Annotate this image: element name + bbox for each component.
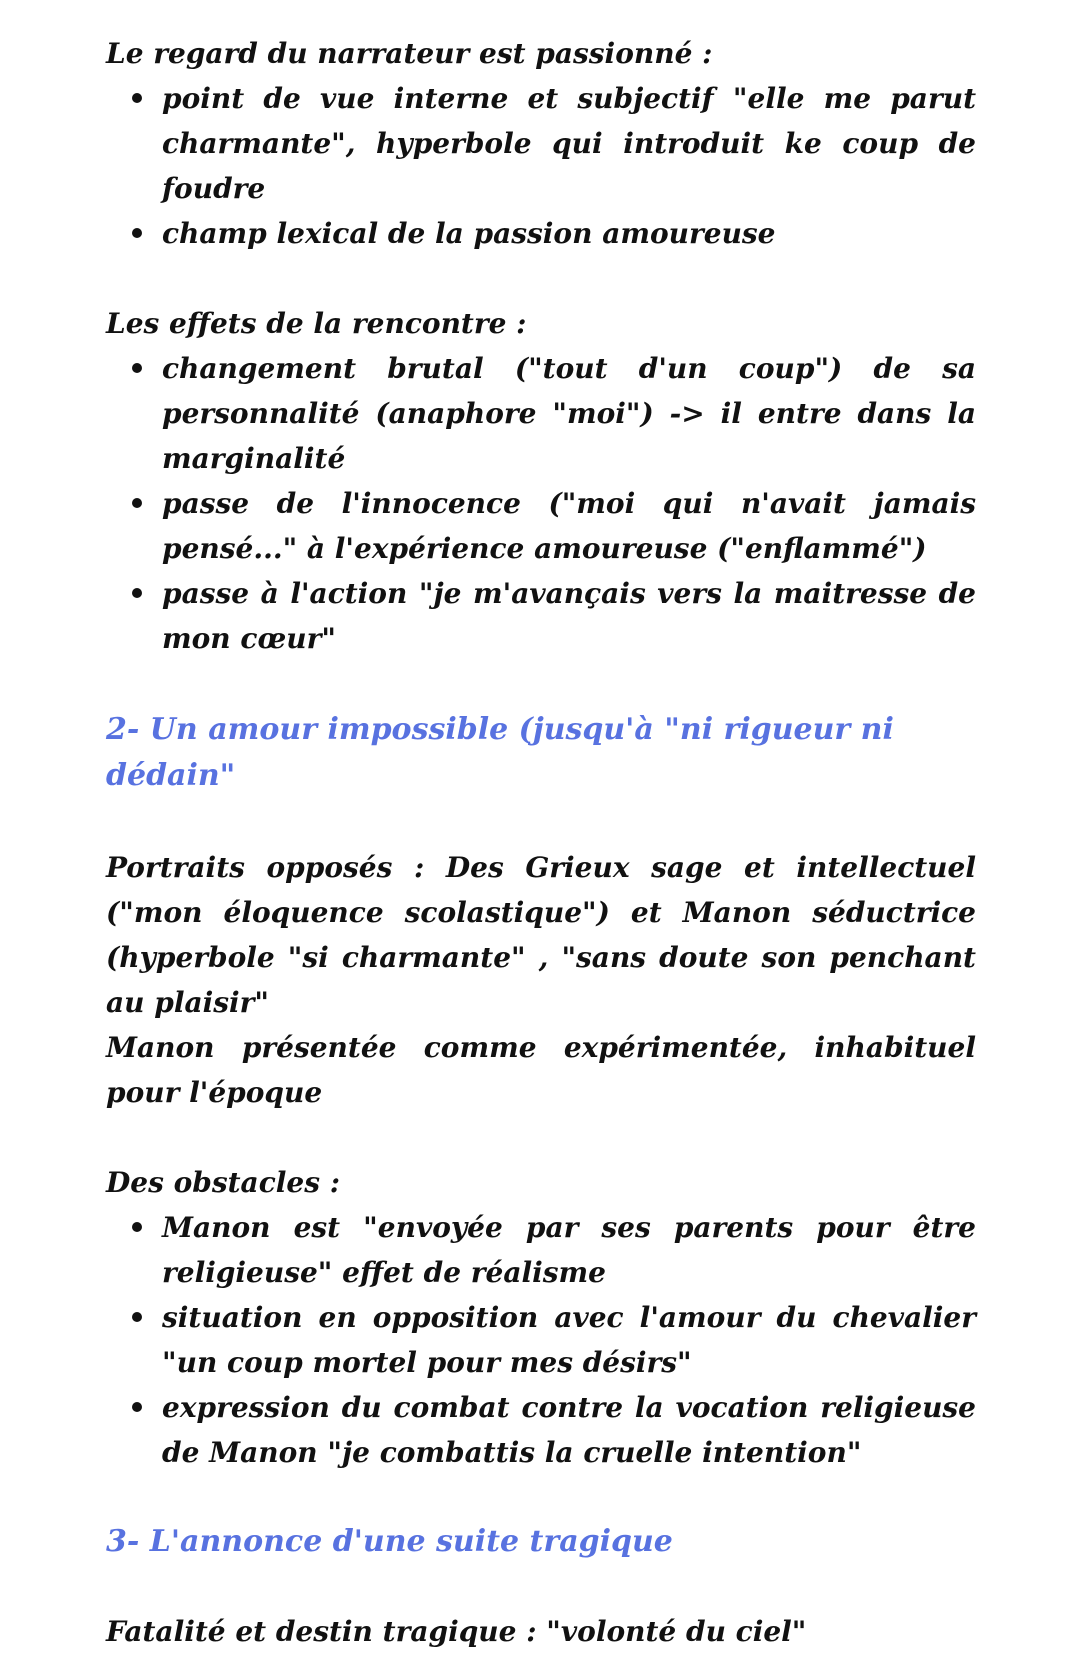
bullet-icon: [132, 498, 142, 508]
bullet-text: situation en opposition avec l'amour du chevalier "un coup mortel pour mes désirs": [162, 1301, 976, 1379]
paragraph-portraits: Portraits opposés : Des Grieux sage et intellectuel ("mon éloquence scolastique") et Manon séductrice (hyperbole "si charmante" , "sans doute son penchant au plaisir": [106, 851, 976, 1019]
paragraph-fatalite: Fatalité et destin tragique : "volonté du ciel": [106, 1615, 807, 1648]
list-item: [162, 1295, 976, 1385]
list-item: [162, 1385, 976, 1475]
list-item: [162, 211, 976, 256]
section-heading-effets: Les effets de la rencontre :: [106, 307, 527, 340]
part-title-suite-tragique: 3- L'annonce d'une suite tragique: [106, 1524, 673, 1559]
list-item: [162, 346, 976, 481]
bullet-list-regard: [106, 76, 976, 256]
bullet-text: point de vue interne et subjectif "elle me parut charmante", hyperbole qui introduit ke coup de foudre: [162, 82, 976, 205]
list-item: [162, 76, 976, 211]
bullet-list-effets: [106, 346, 976, 661]
list-item: [162, 571, 976, 661]
paragraph-manon-experimentee: Manon présentée comme expérimentée, inhabituel pour l'époque: [106, 1031, 976, 1109]
list-item: [162, 1205, 976, 1295]
list-item: [162, 481, 976, 571]
bullet-text: champ lexical de la passion amoureuse: [162, 217, 776, 250]
section-heading-regard: Le regard du narrateur est passionné :: [106, 37, 713, 70]
bullet-text: Manon est "envoyée par ses parents pour être religieuse" effet de réalisme: [162, 1211, 976, 1289]
bullet-icon: [132, 363, 142, 373]
bullet-text: passe à l'action "je m'avançais vers la maitresse de mon cœur": [162, 577, 976, 655]
bullet-text: passe de l'innocence ("moi qui n'avait jamais pensé..." à l'expérience amoureuse ("enflammé"): [162, 487, 976, 565]
notes-page: [106, 32, 976, 1654]
bullet-icon: [132, 1402, 142, 1412]
bullet-icon: [132, 228, 142, 238]
bullet-icon: [132, 93, 142, 103]
bullet-icon: [132, 1222, 142, 1232]
bullet-text: expression du combat contre la vocation religieuse de Manon "je combattis la cruelle intention": [162, 1391, 976, 1469]
bullet-list-obstacles: [106, 1205, 976, 1475]
bullet-text: changement brutal ("tout d'un coup") de sa personnalité (anaphore "moi") -> il entre dans la marginalité: [162, 352, 976, 475]
bullet-icon: [132, 1312, 142, 1322]
part-title-amour-impossible: 2- Un amour impossible (jusqu'à "ni rigueur ni dédain": [106, 712, 894, 793]
bullet-icon: [132, 588, 142, 598]
section-heading-obstacles: Des obstacles :: [106, 1166, 341, 1199]
